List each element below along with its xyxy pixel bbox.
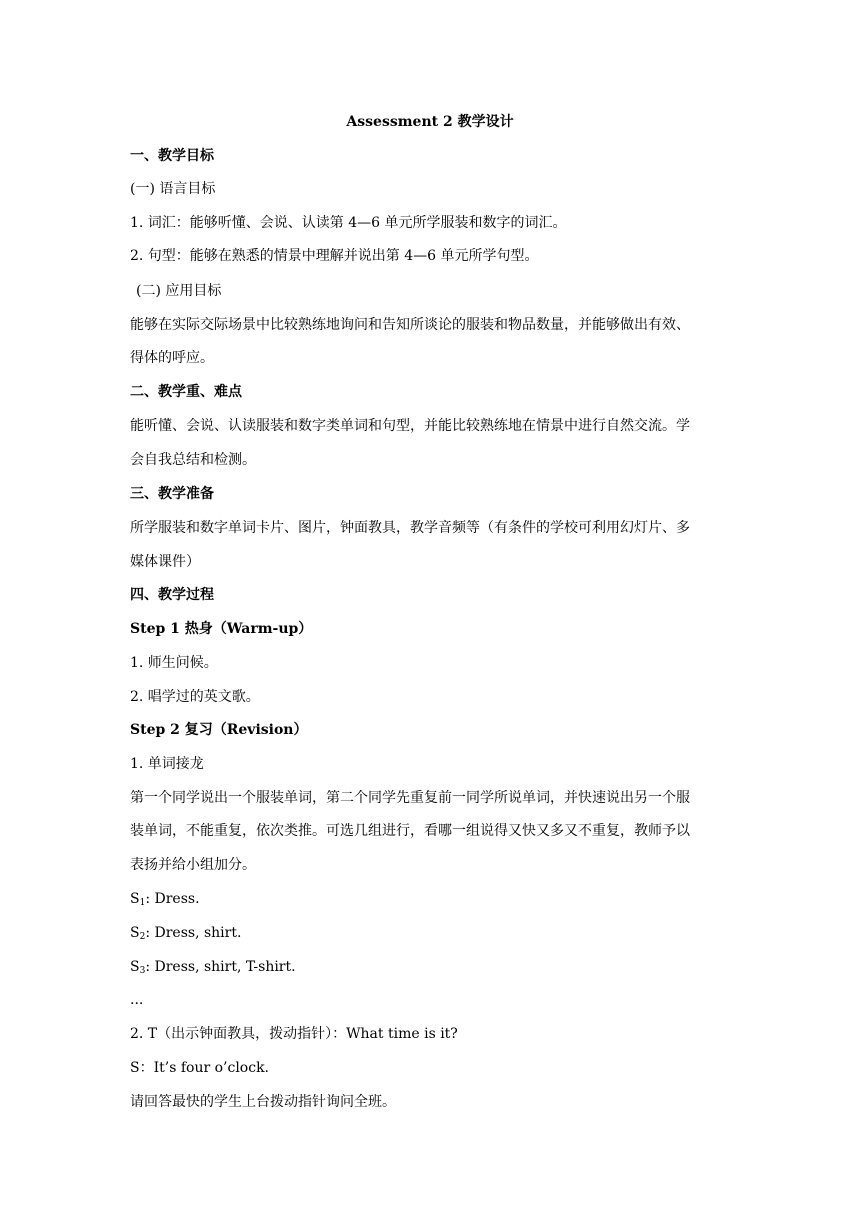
paragraph-line: 能够在实际交际场景中比较熟练地询问和告知所谈论的服装和物品数量，并能够做出有效、 xyxy=(130,317,690,333)
list-item: 1. 单词接龙 xyxy=(130,756,204,772)
step-heading-revision: Step 2 复习（Revision） xyxy=(130,722,308,738)
dialog-text: : Dress, shirt. xyxy=(145,925,242,941)
paragraph-line: 所学服装和数字单词卡片、图片，钟面教具，教学音频等（有条件的学校可利用幻灯片、多 xyxy=(130,520,690,536)
speaker: S xyxy=(130,891,140,907)
speaker: S xyxy=(130,959,140,975)
objective-sentences: 2. 句型：能够在熟悉的情景中理解并说出第 4—6 单元所学句型。 xyxy=(130,248,539,264)
paragraph-line: 第一个同学说出一个服装单词，第二个同学先重复前一同学所说单词，并快速说出另一个服 xyxy=(130,790,690,806)
list-item: 2. 唱学过的英文歌。 xyxy=(130,689,260,705)
subheading-language-goals: (一) 语言目标 xyxy=(130,181,216,197)
section-heading-preparation: 三、教学准备 xyxy=(130,486,214,502)
paragraph-line: 能听懂、会说、认读服装和数字类单词和句型，并能比较熟练地在情景中进行自然交流。学 xyxy=(130,418,690,434)
objective-vocabulary: 1. 词汇：能够听懂、会说、认读第 4—6 单元所学服装和数字的词汇。 xyxy=(130,215,567,231)
section-heading-objectives: 一、教学目标 xyxy=(130,148,214,164)
subheading-application-goals: (二) 应用目标 xyxy=(136,283,222,299)
dialog-text: : Dress, shirt, T-shirt. xyxy=(145,959,296,975)
list-item: 2. T（出示钟面教具，拨动指针）：What time is it? xyxy=(130,1026,458,1042)
speaker-number: 1 xyxy=(139,898,146,908)
dialog-text: : Dress. xyxy=(145,891,200,907)
paragraph-line: 媒体课件） xyxy=(130,554,200,570)
dialog-line: S：It’s four o’clock. xyxy=(130,1060,270,1076)
paragraph-line: 装单词，不能重复，依次类推。可选几组进行，看哪一组说得又快又多又不重复，教师予以 xyxy=(130,823,690,839)
speaker-number: 2 xyxy=(139,932,146,942)
dialog-line xyxy=(130,957,296,981)
dialog-line xyxy=(130,889,200,913)
section-heading-key-points: 二、教学重、难点 xyxy=(130,384,242,400)
dialog-line xyxy=(130,923,241,947)
section-heading-process: 四、教学过程 xyxy=(130,587,214,603)
document-title: Assessment 2 教学设计 xyxy=(346,114,514,130)
paragraph-line: 请回答最快的学生上台拨动指针询问全班。 xyxy=(130,1094,396,1110)
speaker: S xyxy=(130,925,140,941)
speaker-number: 3 xyxy=(139,966,146,976)
list-item: 1. 师生问候。 xyxy=(130,655,218,671)
ellipsis: ... xyxy=(130,992,144,1008)
paragraph-line: 表扬并给小组加分。 xyxy=(130,857,256,873)
paragraph-line: 得体的呼应。 xyxy=(130,350,214,366)
step-heading-warmup: Step 1 热身（Warm-up） xyxy=(130,621,313,637)
paragraph-line: 会自我总结和检测。 xyxy=(130,452,256,468)
